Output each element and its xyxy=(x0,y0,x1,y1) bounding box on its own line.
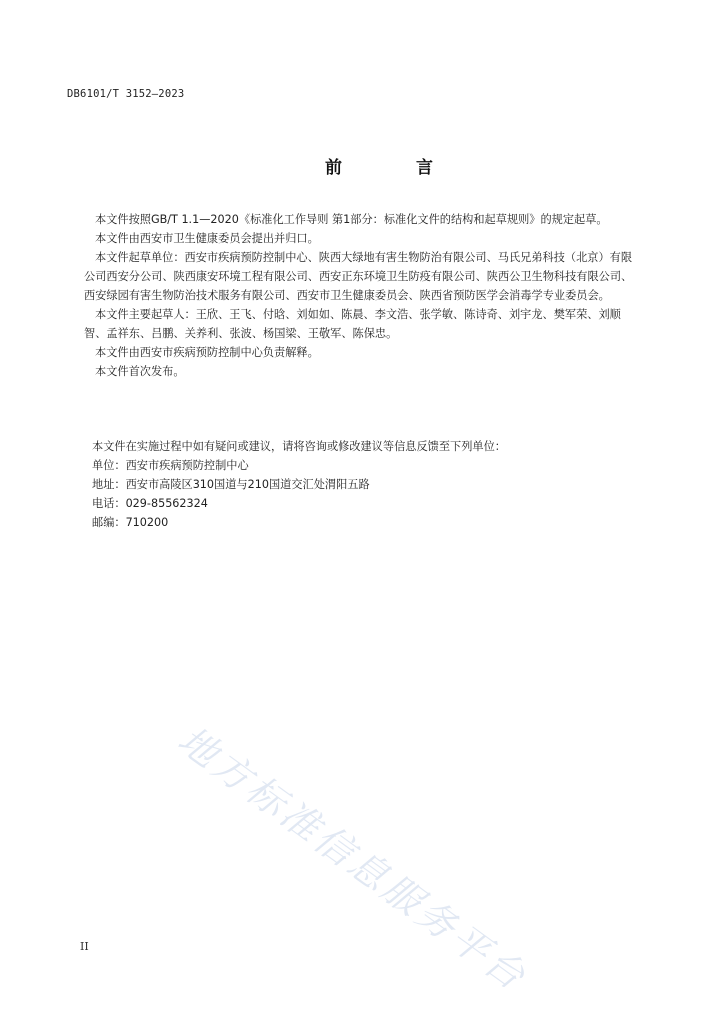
feedback-postcode: 邮编：710200 xyxy=(92,516,169,529)
feedback-unit: 单位：西安市疾病预防控制中心 xyxy=(92,459,249,472)
standard-code: DB6101/T 3152—2023 xyxy=(67,88,185,100)
watermark: 地方标准信息服务平台 xyxy=(170,717,536,1001)
paragraph-drafting-units: 本文件起草单位：西安市疾病预防控制中心、陕西大绿地有害生物防治有限公司、马氏兄弟科技（北京）有限公司西安分公司、陕西康安环境工程有限公司、西安正东环境卫生防疫有限公司、陕西公卫生物科技有限公司、西安绿园有害生物防治技术服务有限公司、西安市卫生健康委员会、陕西省预防医学会消毒学专业委员会。 xyxy=(84,251,633,302)
feedback-phone: 电话：029-85562324 xyxy=(92,497,208,510)
foreword-body xyxy=(84,210,639,381)
feedback-address: 地址：西安市高陵区310国道与210国道交汇处渭阳五路 xyxy=(92,478,370,491)
paragraph-drafters: 本文件主要起草人：王欣、王飞、付晗、刘如如、陈晨、李文浩、张学敏、陈诗奇、刘宇龙、樊军荣、刘顺智、孟祥东、吕鹏、关养利、张波、杨国梁、王敬军、陈保忠。 xyxy=(84,308,621,340)
page-title: 前 言 xyxy=(325,158,467,178)
paragraph-proposer: 本文件由西安市卫生健康委员会提出并归口。 xyxy=(95,232,319,245)
page-number: II xyxy=(80,940,89,953)
paragraph-first-release: 本文件首次发布。 xyxy=(95,365,185,378)
feedback-section xyxy=(92,437,632,532)
paragraph-drafting-rules: 本文件按照GB/T 1.1—2020《标准化工作导则 第1部分：标准化文件的结构和起草规则》的规定起草。 xyxy=(95,213,608,226)
paragraph-interpretation: 本文件由西安市疾病预防控制中心负责解释。 xyxy=(95,346,319,359)
feedback-intro: 本文件在实施过程中如有疑问或建议，请将咨询或修改建议等信息反馈至下列单位： xyxy=(92,440,506,453)
